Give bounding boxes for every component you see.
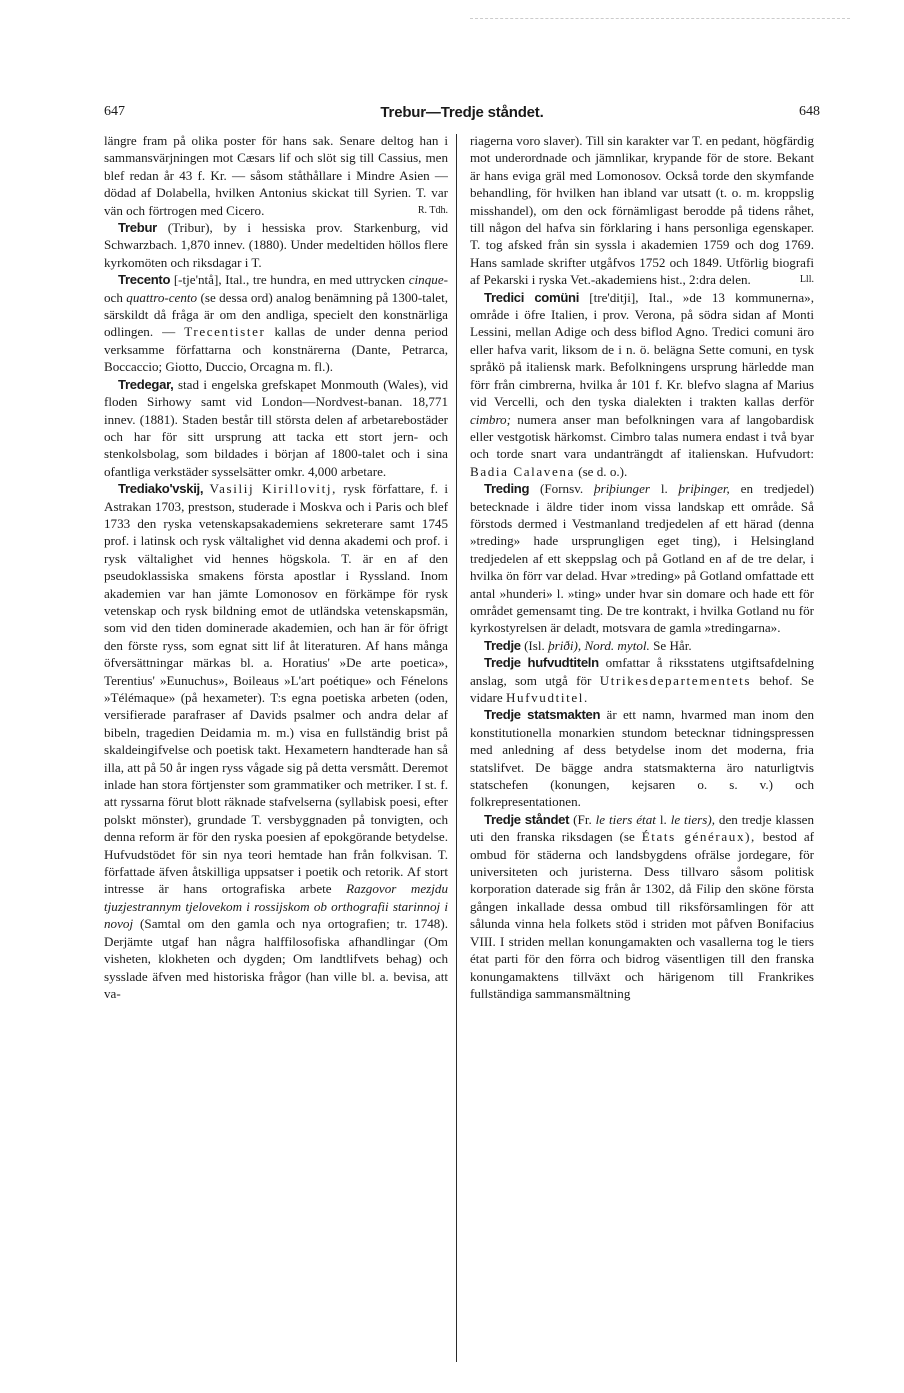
entry-text: omfattar å riksstatens utgiftsafdelning anslag, som utgå för [470, 655, 814, 688]
italic-term: þriþinger, [678, 481, 730, 497]
entry-tredici-comuni [470, 289, 814, 480]
entry-tredje-standet [470, 811, 814, 1002]
left-column [104, 132, 448, 1362]
entry-text: den tredje klassen uti den franska riksdagen (se [470, 811, 814, 845]
scan-artifact-line [470, 18, 850, 20]
headword-trecento: Trecento [118, 272, 171, 288]
spaced-term: Hufvudtitel. [506, 690, 589, 705]
continuation-text: riagerna voro slaver). Till sin karakter var T. en pedant, högfärdig mot underordnade och jämnlikar, krypande för de store. Bekant är hans eviga gräl med Lomonosov. Också torde den skymfande behandling, för hvilken han ibland var utsatt (t. o. m. kroppslig misshandel), om den ock förnämligast berodde på tidens råhet, till någon del hafva sin förklaring i hans personliga egenskaper. T. tog afsked från sin syssla i akademien 1759 och dog 1769. Hans samlade skrifter utgåfvos 1752 och 1849. Utförlig biografi af Pekarski i ryska Vet.-akademiens hist., 2:dra delen. [470, 133, 814, 288]
entry-tredegar [104, 376, 448, 480]
entry-continuation-left [104, 132, 448, 219]
entry-text: rysk författare, f. i Astrakan 1703, prestson, studerade i Moskva och i Paris och blef 1733 den ryska vetenskapsakademiens sekreterare samt 1745 prof. i latinsk och rysk vältalighet vid denna akademi och prof. i rysk vältalighet vid hennes högskola. T. är en af den pseudoklassiska smakens första apostlar i Ryssland. Inom akademien var han jämte Lomonosov en förkämpe för rysk vetenskap och rysk bildning emot de utländska vetenskapsmän, som vid den tiden dominerade akademien, och han är för öfrigt den förste ryss, som egnat sitt lif åt literaturen. Af hans många öfversättningar märkas bl. a. Horatius' »De arte poetica», Terentius' »Eunuchus», Boileaus »L'art poétique» och Fénelons »Télémaque» (på hexameter). T:s egna poetiska arbeten (oden, versifierade parafraser af Davids psalmer och andra delar af bibeln, tragedien Deidamia m. m.) visa en fullständig brist på skaldeingifvelse och poetisk takt. Hexametern handterade han så illa, att på 50 år ingen ryss vågade sig på detta versmått. Deremot inlade han stora förtjenster som grammatiker och metriker. I st. f. att ryssarna förut blott räknade stafvelserna (syllabisk poesi, efter polskt mönster), grundade T. versbyggnaden på tonvigten, och denna reform är för den ryska poesien af epokgörande betydelse. Hufvudstödet för sin nya teori hemtade han från folkvisan. T. författade äfven åtskilliga uppsatser i poetik och retorik. Af stort intresse är hans ortografiska arbete [104, 481, 448, 897]
headword-tredje-hufvudtiteln: Tredje hufvudtiteln [484, 655, 599, 671]
author-signature: Lll. [799, 274, 814, 286]
headword-tredje-standet: Tredje ståndet [484, 811, 570, 827]
entry-text: numera anser man befolkningen vara af langobardisk eller vestgotisk härkomst. Cimbro talas numera endast i två byar och torde snart vara undanträngdt af italienskan. Hufvudort: [470, 411, 814, 462]
entry-text: och [104, 289, 123, 305]
italic-term: þriði), Nord. mytol. [548, 637, 650, 653]
column-divider [456, 134, 457, 1362]
entry-tredje [470, 637, 814, 654]
entry-text: l. [659, 811, 667, 827]
italic-term: cimbro; [470, 411, 511, 427]
italic-term: le tiers état [595, 811, 656, 827]
entry-text: (se d. o.). [578, 463, 628, 479]
entry-text: [tre'ditji], Ital., »de 13 kommunerna», område i öfre Italien, i prov. Verona, på södra sidan af Monti Lessini, mellan Adige och dess biflod Agno. Tredici comuni äro eller hafva varit, liksom de i n. ö. belägna Sette comuni, en tysk språkö på italiensk mark. Befolkningens ursprung härledde man förr från cimbrerna, hvilka år 101 f. Kr. blefvo slagna af Marius vid Vercelli, och den tyska dialekten i trakten kallas derför [470, 289, 814, 410]
entry-treding [470, 480, 814, 637]
page-header [104, 104, 820, 124]
entry-text: stad i engelska grefskapet Monmouth (Wales), vid floden Sirhowy samt vid London—Nordvest-banan. 18,771 innev. (1881). Staden består till största delen af arbetarebostäder och har för sitt ursprung att tacka ett stort jern- och stenkolsbolag, som bildades i början af 1800-talet och i sina ofantliga verkstäder sysselsätter omkr. 4,000 arbetare. [104, 376, 448, 479]
headword-tredegar: Tredegar, [118, 376, 174, 392]
entry-text: (Samtal om den gamla och nya ortografien; tr. 1748). Derjämte utgaf han några halffilosofiska afhandlingar (Om visheten, klokheten och dygden; Om landtlifvets behag) och sysslade äfven med historiska frågor (han ville bl. a. bevisa, att va- [104, 916, 448, 1001]
entry-text: är ett namn, hvarmed man inom den konstitutionella monarkien stundom betecknar tidningspressen med anledning af dess betydelse inom det moderna, fria statslifvet. De bägge andra statsmakterna äro naturligtvis statschefen (konungen, kejsaren o. s. v.) och folkrepresentationen. [470, 707, 814, 810]
italic-term: cinque- [408, 272, 448, 288]
italic-term: le tiers), [670, 811, 715, 827]
entry-text: (se dessa ord) analog benämning på 1300-talet, särskildt då fråga är om den andliga, specielt den konstnärliga odlingen. — [104, 289, 448, 340]
entry-trebur [104, 219, 448, 271]
continuation-text: längre fram på olika poster för hans sak. Senare deltog han i sammansvärjningen mot Cæsars lif och slöt sig till Cassius, men blef redan år 43 f. Kr. — såsom ståthållare i Mindre Asien — dödad af Dolabella, hvilken Antonius skickat till Syrien. T. var vän och förtrogen med Cicero. [104, 133, 448, 218]
entry-text: (Tribur), by i hessiska prov. Starkenburg, vid Schwarzbach. 1,870 innev. (1880). Under medeltiden höllos flere kyrkomöten och riksdagar i T. [104, 220, 448, 270]
entry-trediakovskij [104, 480, 448, 1002]
right-column [470, 132, 814, 1362]
entry-tredje-statsmakten [470, 706, 814, 810]
entry-text: [-tje'ntå], Ital., tre hundra, en med uttrycken [173, 272, 406, 288]
entry-text: bestod af ombud för städerna och landsbygdens ofrälse jordegare, för universiteten och juristerna. Dess tillvaro såsom politisk korporation daterade sig från år 1302, då Filip den sköne första gången inkallade dessa ombud till riksförsamlingen för att sålunda vinna hela folkets stöd i striden mot påfven Bonifacius VIII. I striden mellan konungamakten och vasallerna tog le tiers état parti för den förra och bidrog väsentligen till den franska konungamaktens tillväxt och härigenom till Frankrikes fullständiga sammansmältning [470, 829, 814, 1001]
running-title: Trebur—Tredje ståndet. [380, 104, 544, 121]
spaced-term: États généraux), [641, 829, 756, 845]
headword-trebur: Trebur [118, 220, 157, 236]
spaced-term: Utrikesdepartementets [599, 672, 752, 688]
entry-text: behof. Se vidare [470, 672, 814, 705]
italic-term: Razgovor mezjdu tjuzjestrannym tjelovekom i rossijskom ob orthografii starinnoj i novoj [104, 881, 448, 932]
italic-term: þriþiunger [593, 481, 650, 497]
page-number-right: 648 [799, 104, 820, 119]
spaced-term: Badia Calavena [470, 463, 575, 479]
entry-text: kallas de under denna period verksamme författarna och konstnärerna (Dante, Petrarca, Boccaccio; Giotto, Duccio, Orcagna m. fl.). [104, 324, 448, 375]
headword-tredje-statsmakten: Tredje statsmakten [484, 707, 601, 723]
spaced-term: Vasilij Kirillovitj, [209, 481, 337, 497]
headword-tredici-comuni: Tredici comüni [484, 289, 580, 305]
author-signature: R. Tdh. [417, 204, 448, 216]
page-number-left: 647 [104, 104, 125, 119]
spaced-term: Trecentister [184, 324, 266, 340]
headword-tredje: Tredje [484, 637, 521, 653]
entry-text: (Fr. [573, 811, 592, 827]
headword-treding: Treding [484, 481, 530, 497]
entry-text: (Isl. [524, 637, 545, 653]
entry-trecento [104, 271, 448, 375]
entry-tredje-hufvudtiteln [470, 654, 814, 706]
entry-continuation-right [470, 132, 814, 289]
italic-term: quattro-cento [126, 289, 198, 305]
entry-text: l. [660, 481, 668, 497]
entry-text: (Fornsv. [540, 481, 584, 497]
entry-text: Se Hår. [653, 637, 692, 653]
entry-text: en tredjedel) betecknade i äldre tider inom vissa landskap ett område. Så förstods dermed i Vestmanland tredjedelen af ett härad (denna »treding» hade ursprungligen eget ting), i Helsingland tredjedelen af ett skeppslag och på Gotland en af de tre delar, i hvilka ön förr var delad. Hvar »treding» på Gotland omfattade ett antal »hunderi» l. »ting» under hvar sin domare och hade ett för området gemensamt ting. De tre kontrakt, i hvilka Gotland nu för kyrkostyrelsen är deladt, motsvara de gamla »tredingarna». [470, 481, 814, 636]
headword-trediakovskij: Trediako'vskij, [118, 481, 204, 497]
